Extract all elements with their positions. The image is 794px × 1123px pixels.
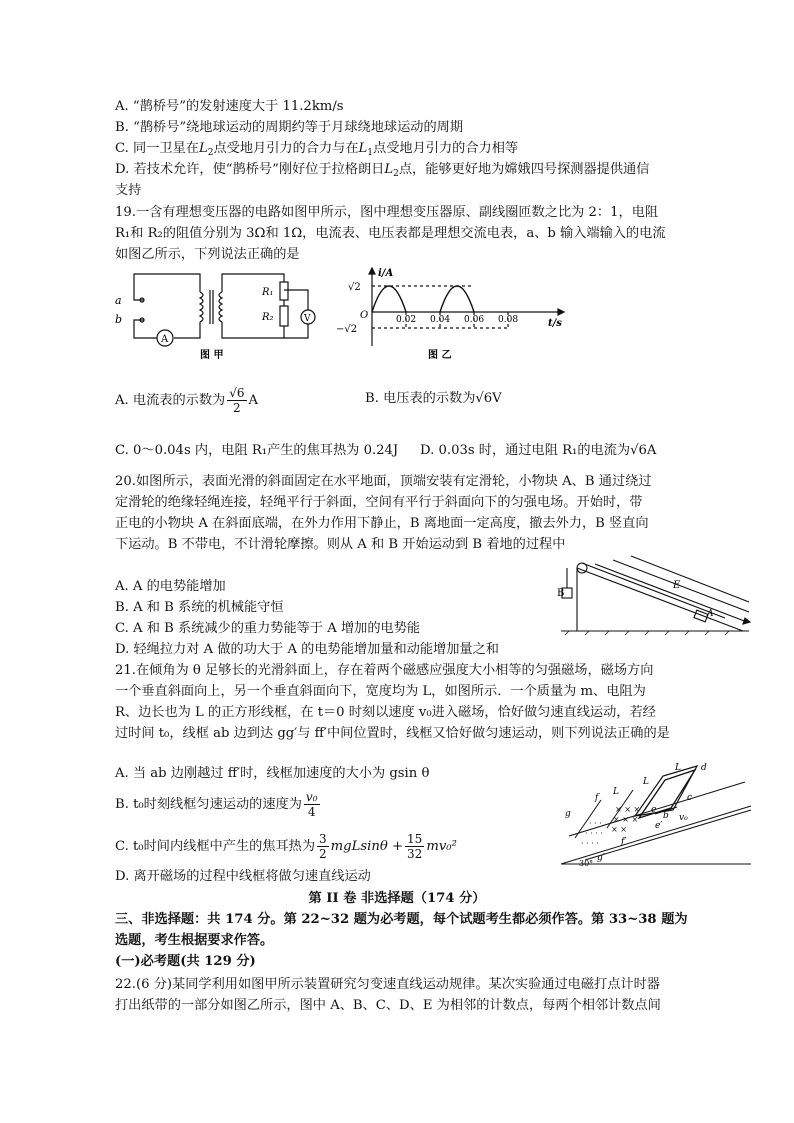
fig21-label-e: e [651, 805, 657, 815]
q21-option-d: D. 离开磁场的过程中线框将做匀速直线运动 [115, 869, 371, 884]
section-three-line2: 选题，考生根据要求作答。 [115, 933, 274, 948]
figure-jia-caption: 图 甲 [200, 350, 224, 361]
terminal-b-label: b [115, 313, 123, 326]
fig21-label-l3: L [675, 763, 681, 773]
fig21-label-f: f [595, 793, 599, 803]
block-b-label: B [557, 588, 565, 599]
incline-pulley-figure [555, 554, 755, 636]
fig21-label-b: b [663, 811, 669, 821]
field-e-label: E [673, 580, 681, 591]
section-three-line1: 三、非选择题：共 174 分。第 22~32 题为必考题，每个试题考生都必须作答。第 33~38 题为 [115, 912, 688, 927]
q18-option-c: C. 同一卫星在$L_2$点受地月引力的合力与在$L_1$点受地月引力的合力相等 [115, 141, 519, 158]
fig21-label-angle: 30° [579, 859, 594, 868]
q19-stem-line3: 如图乙所示，下列说法正确的是 [115, 247, 300, 262]
q18-option-b: B. “鹊桥号”绕地球运动的周期约等于月球绕地球运动的周期 [115, 120, 464, 135]
q20-option-d: D. 轻绳拉力对 A 做的功大于 A 的电势能增加量和动能增加量之和 [115, 642, 499, 657]
q22-stem-line2: 打出纸带的一部分如图乙所示，图中 A、B、C、D、E 为相邻的计数点，每两个相邻计数点间 [115, 998, 661, 1013]
current-graph [330, 266, 570, 362]
q19-option-d: D. 0.03s 时，通过电阻 R₁的电流为√6A [420, 443, 657, 458]
q21-option-a: A. 当 ab 边刚越过 ff′时，线框加速度的大小为 gsin θ [115, 766, 430, 781]
svg-text:× ×: × × [611, 825, 627, 834]
fig21-label-g-prime: g′ [597, 853, 605, 863]
svg-text:· · · ·: · · · · [585, 829, 603, 838]
tick-0.08: 0.08 [498, 315, 519, 325]
fig21-label-l2: L [643, 777, 649, 787]
q21-stem-line3: R、边长也为 L 的正方形线框，在 t＝0 时刻以速度 v₀进入磁场，恰好做匀速直线运动，若经 [115, 705, 656, 720]
q21-stem-line4: 过时间 t₀，线框 ab 边到达 gg′与 ff′中间位置时，线框又恰好做匀速运动，则下列说法正确的是 [115, 726, 670, 741]
fig21-label-c: c [687, 793, 693, 803]
tick-0.06: 0.06 [464, 315, 485, 325]
origin-label: O [360, 310, 369, 321]
axis-t-label: t/s [548, 318, 562, 329]
circuit-figure [112, 266, 327, 362]
q20-option-c: C. A 和 B 系统减少的重力势能等于 A 增加的电势能 [115, 621, 421, 636]
q21-stem-line1: 21.在倾角为 θ 足够长的光滑斜面上，存在着两个磁感应强度大小相等的匀强磁场，磁场方向 [115, 663, 654, 678]
q22-stem-line1: 22.(6 分)某同学利用如图甲所示装置研究匀变速直线运动规律。某次实验通过电磁打点计时器 [115, 977, 660, 992]
svg-text:× × ×: × × × [613, 815, 639, 824]
voltmeter-label: V [304, 314, 311, 324]
svg-text:× × ×: × × × [615, 805, 641, 814]
tick-neg-sqrt2: −√2 [336, 324, 358, 335]
q18-option-d-cont: 支持 [115, 183, 142, 198]
q21-option-b: B. t₀时刻线框匀速运动的速度为 $\frac{\text{v₀}}{4}$ [115, 790, 318, 819]
fig21-label-e-prime: e′ [655, 821, 663, 831]
q20-stem-line4: 下运动。B 不带电，不计滑轮摩擦。则从 A 和 B 开始运动到 B 着地的过程中 [115, 537, 566, 552]
svg-text:· · · ·: · · · · [581, 839, 599, 848]
ammeter-label: A [161, 334, 169, 345]
terminal-a-label: a [115, 294, 122, 307]
section-ii-title: 第 II 卷 非选择题（174 分） [308, 891, 486, 906]
tick-0.02: 0.02 [396, 315, 417, 325]
q21-stem-line2: 一个垂直斜面向上，另一个垂直斜面向下，宽度均为 L，如图所示．一个质量为 m、电阻为 [115, 684, 646, 699]
q19-option-a: A. 电流表的示数为 $\frac{√6}{2}$ A [115, 386, 259, 415]
fig21-label-g: g [565, 809, 571, 819]
q19-stem-line2: R₁和 R₂的阻值分别为 3Ω和 1Ω，电流表、电压表都是理想交流电表，a、b 输入端输入的电流 [115, 226, 666, 241]
q19-stem-line1: 19.一含有理想变压器的电路如图甲所示，图中理想变压器原、副线圈匝数之比为 2：1，电阻 [115, 205, 659, 220]
tick-0.04: 0.04 [430, 315, 451, 325]
r1-label: R₁ [262, 287, 274, 298]
q19-option-b: B. 电压表的示数为√6V [365, 391, 502, 406]
fig21-label-l1: L [613, 787, 619, 797]
fig21-label-v0: v₀ [679, 813, 688, 823]
tick-sqrt2: √2 [348, 282, 361, 293]
q20-stem-line2: 定滑轮的绝缘轻绳连接，轻绳平行于斜面，空间有平行于斜面向下的匀强电场。开始时，带 [115, 495, 643, 510]
block-a-label: A [707, 609, 714, 619]
q20-option-a: A. A 的电势能增加 [115, 579, 226, 594]
required-questions-heading: (一)必考题(共 129 分) [115, 954, 256, 969]
q20-stem-line1: 20.如图所示，表面光滑的斜面固定在水平地面，顶端安装有定滑轮，小物块 A、B 通过绕过 [115, 474, 652, 489]
axis-i-label: i/A [378, 268, 394, 279]
q21-option-c: C. t₀时间内线框中产生的焦耳热为 $\frac{3}{2}$ mgLsinθ + $\frac{15}{32}$ mv₀² [115, 832, 457, 861]
q20-stem-line3: 正电的小物块 A 在斜面底端，在外力作用下静止，B 离地面一定高度，撤去外力，B 竖直向 [115, 516, 649, 531]
fig21-label-d: d [701, 763, 707, 773]
fig21-label-f-prime: f′ [621, 837, 627, 847]
q19-option-c: C. 0～0.04s 内，电阻 R₁产生的焦耳热为 0.24J [115, 443, 399, 458]
q18-option-d: D. 若技术允许，使“鹊桥号”刚好位于拉格朗日$L_2$点，能够更好地为嫦娥四号探测器提供通信 [115, 162, 650, 179]
r2-label: R₂ [262, 312, 274, 323]
magnetic-field-figure [555, 756, 755, 868]
figure-yi-caption: 图 乙 [428, 350, 452, 361]
svg-text:· · ·: · · · [589, 819, 602, 828]
q20-option-b: B. A 和 B 系统的机械能守恒 [115, 600, 284, 615]
q18-option-a: A. “鹊桥号”的发射速度大于 11.2km/s [115, 99, 344, 114]
